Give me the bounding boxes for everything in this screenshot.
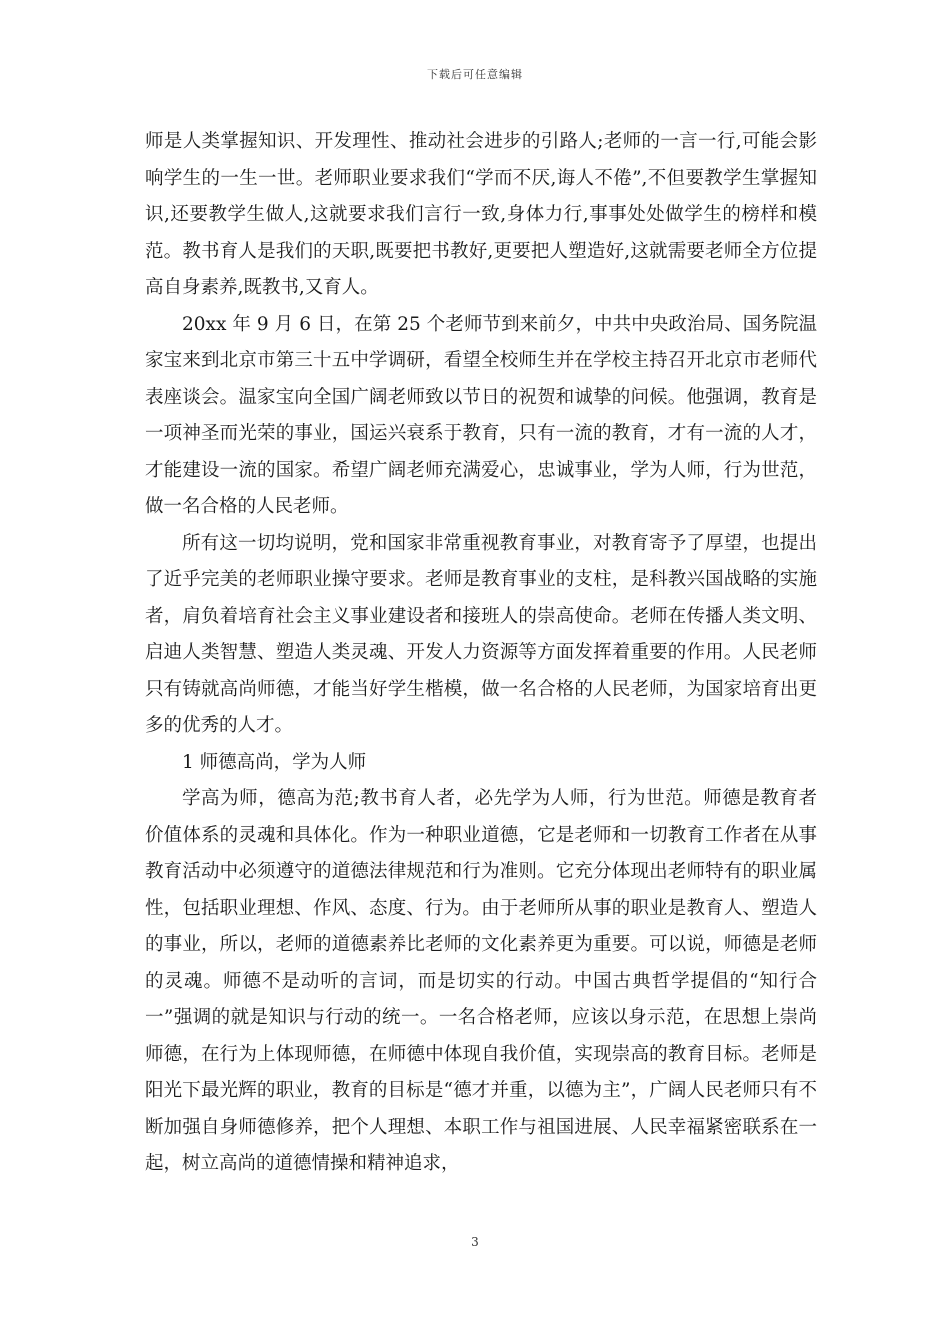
page-number: 3: [471, 1235, 479, 1249]
paragraph-1: 师是人类掌握知识、开发理性、推动社会进步的引路人;老师的一言一行,可能会影响学生的一生一世。老师职业要求我们“学而不厌,诲人不倦”,不但要教学生掌握知识,还要教学生做人,这就要求我们言行一致,身体力行,事事处处做学生的榜样和模范。教书育人是我们的天职,既要把书教好,更要把人塑造好,这就需要老师全方位提高自身素养,既教书,又育人。: [145, 131, 817, 298]
paragraph-2: 20xx 年 9 月 6 日，在第 25 个老师节到来前夕，中共中央政治局、国务院温家宝来到北京市第三十五中学调研，看望全校师生并在学校主持召开北京市老师代表座谈会。温家宝向全国广阔老师致以节日的祝贺和诚挚的问候。他强调，教育是一项神圣而光荣的事业，国运兴衰系于教育，只有一流的教育，才有一流的人才，才能建设一流的国家。希望广阔老师充满爱心，忠诚事业，学为人师，行为世范，做一名合格的人民老师。: [145, 313, 817, 517]
section-heading: 1 师德高尚，学为人师: [182, 751, 367, 773]
page-header: 下载后可任意编辑: [427, 68, 523, 81]
document-body: [145, 124, 817, 1183]
paragraph-3: 所有这一切均说明，党和国家非常重视教育事业，对教育寄予了厚望，也提出了近乎完美的老师职业操守要求。老师是教育事业的支柱，是科教兴国战略的实施者，肩负着培育社会主义事业建设者和接班人的崇高使命。老师在传播人类文明、启迪人类智慧、塑造人类灵魂、开发人力资源等方面发挥着重要的作用。人民老师只有铸就高尚师德，才能当好学生楷模，做一名合格的人民老师，为国家培育出更多的优秀的人才。: [145, 532, 817, 736]
paragraph-4: 学高为师，德高为范;教书育人者，必先学为人师，行为世范。师德是教育者价值体系的灵魂和具体化。作为一种职业道德，它是老师和一切教育工作者在从事教育活动中必须遵守的道德法律规范和行为准则。它充分体现出老师特有的职业属性，包括职业理想、作风、态度、行为。由于老师所从事的职业是教育人、塑造人的事业，所以，老师的道德素养比老师的文化素养更为重要。可以说，师德是老师的灵魂。师德不是动听的言词，而是切实的行动。中国古典哲学提倡的“知行合一”强调的就是知识与行动的统一。一名合格老师，应该以身示范，在思想上崇尚师德，在行为上体现师德，在师德中体现自我价值，实现崇高的教育目标。老师是阳光下最光辉的职业，教育的目标是“德才并重，以德为主”，广阔人民老师只有不断加强自身师德修养，把个人理想、本职工作与祖国进展、人民幸福紧密联系在一起，树立高尚的道德情操和精神追求，: [145, 788, 817, 1174]
